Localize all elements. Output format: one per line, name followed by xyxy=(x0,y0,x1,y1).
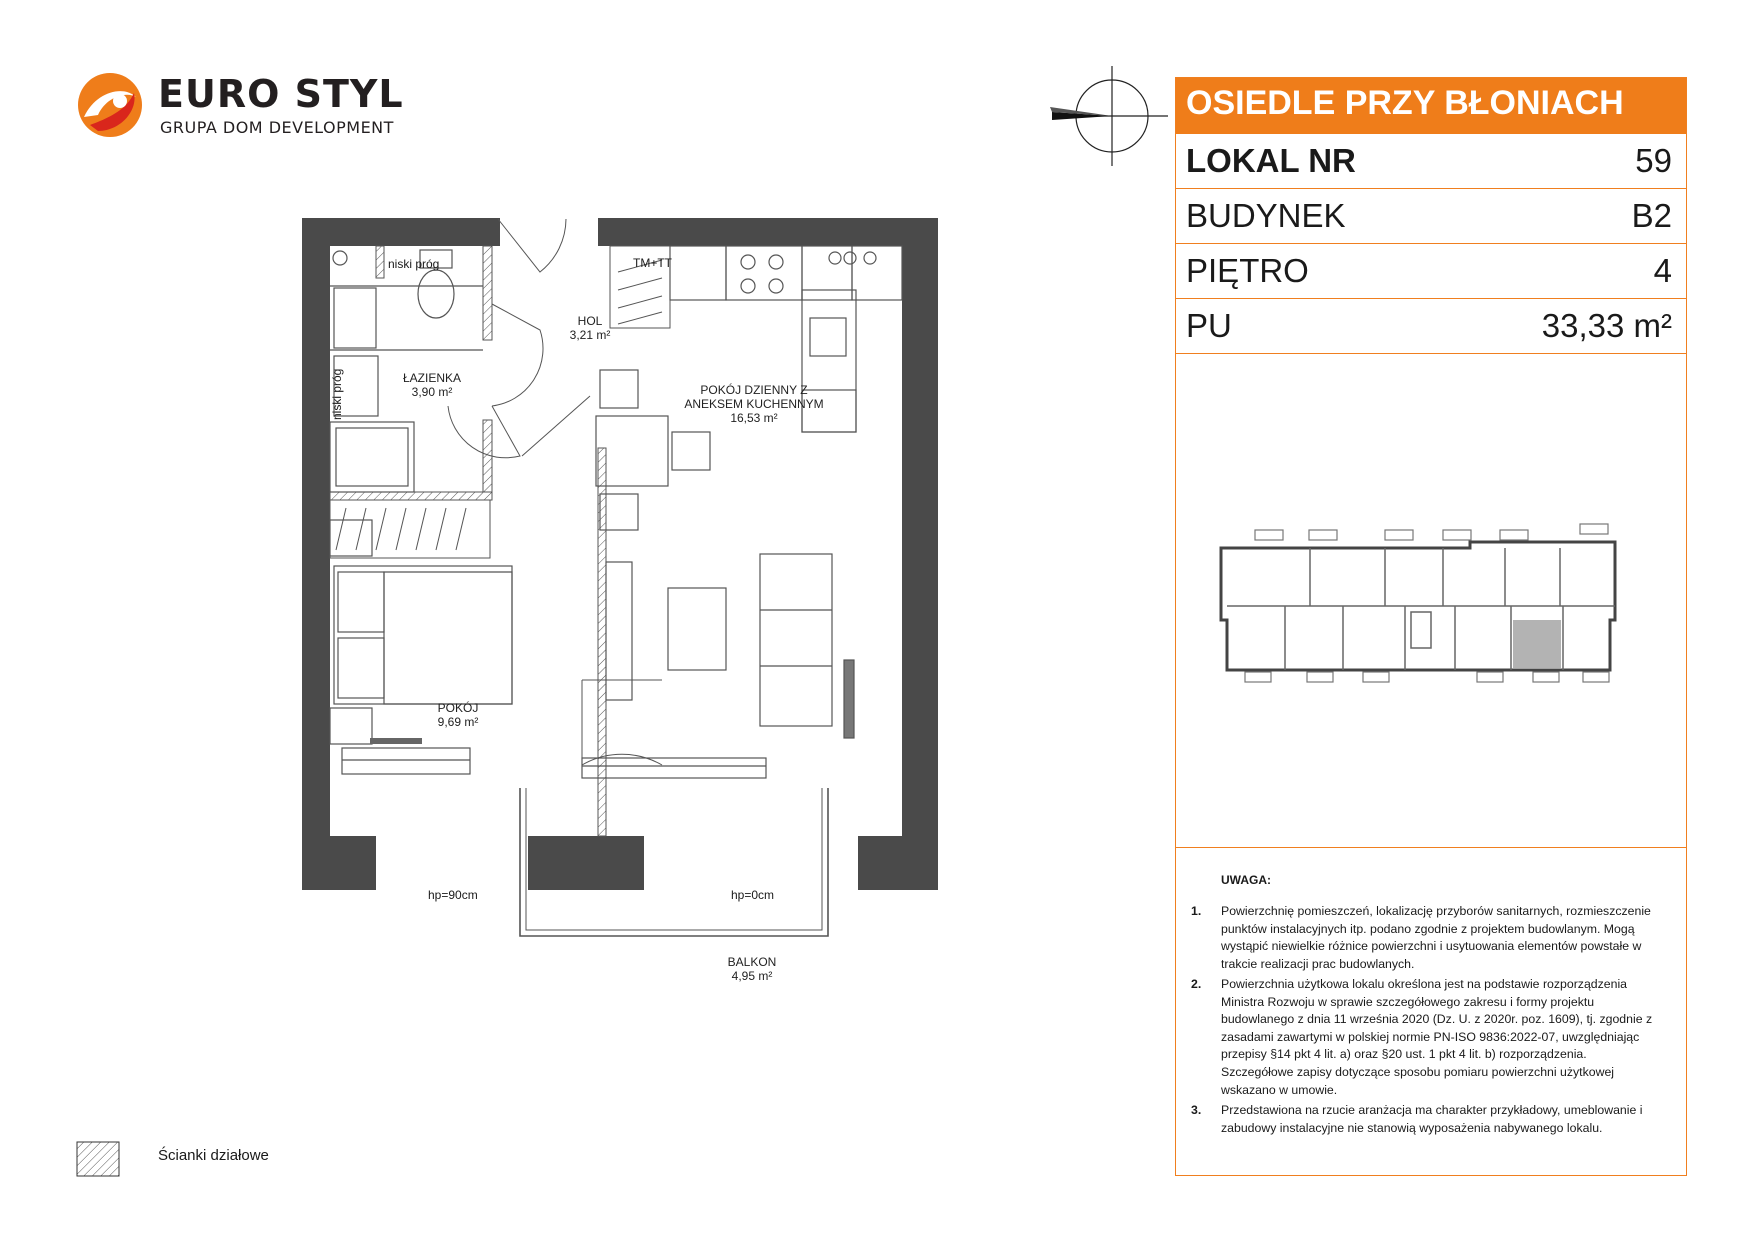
row-pu xyxy=(1176,299,1686,354)
room-pokoj-dzienny-name: POKÓJ DZIENNY Z ANEKSEM KUCHENNYM xyxy=(684,383,824,411)
room-pokoj-dzienny xyxy=(684,383,824,425)
note-3-text: Przedstawiona na rzucie aranżacja ma charakter przykładowy, umeblowanie i zabudowy instalacyjne nie stanowią wyposażenia nabywanego lokalu. xyxy=(1221,1103,1643,1135)
room-hol-area: 3,21 m² xyxy=(569,328,611,342)
door-height-label: hp=0cm xyxy=(731,888,775,902)
pietro-label: PIĘTRO xyxy=(1186,252,1309,289)
note-1 xyxy=(1191,903,1661,973)
budynek-label: BUDYNEK xyxy=(1186,197,1346,234)
note-1-number: 1. xyxy=(1191,904,1202,918)
room-hol xyxy=(540,314,640,342)
note-2 xyxy=(1191,976,1661,1099)
note-3-number: 3. xyxy=(1191,1103,1202,1117)
note-1-text: Powierzchnię pomieszczeń, lokalizację przyborów sanitarnych, rozmieszczenie punktów instalacyjnych itp. podano zgodnie z projektem budowlanym. Mogą wystąpić niewielkie różnice powierzchni i usytuowania elementów powstałe w trakcie realizacji prac budowlanych. xyxy=(1221,904,1651,971)
logo-icon xyxy=(76,71,144,139)
room-balkon-area: 4,95 m² xyxy=(731,969,773,983)
room-lazienka-area: 3,90 m² xyxy=(411,385,453,399)
niski-prog-label-2: niski próg xyxy=(330,368,344,420)
budynek-value: B2 xyxy=(1631,197,1672,234)
compass-icon xyxy=(1050,62,1170,170)
brand-subtitle: GRUPA DOM DEVELOPMENT xyxy=(160,118,394,137)
lokal-label: LOKAL NR xyxy=(1186,142,1356,179)
estate-title: OSIEDLE PRZY BŁONIACH xyxy=(1176,78,1686,134)
notes-divider xyxy=(1176,847,1686,848)
brand-name: EURO STYL xyxy=(158,72,404,116)
row-lokal xyxy=(1176,134,1686,189)
pu-label: PU xyxy=(1186,307,1232,344)
apartment-highlight xyxy=(1513,620,1561,668)
room-lazienka-name: ŁAZIENKA xyxy=(402,371,462,385)
room-balkon xyxy=(702,955,802,983)
lokal-value: 59 xyxy=(1635,142,1672,179)
niski-prog-label-1: niski próg xyxy=(388,257,440,271)
room-pokoj-name: POKÓJ xyxy=(437,701,479,715)
tm-tt-label: TM+TT xyxy=(633,256,672,270)
notes-heading: UWAGA: xyxy=(1221,873,1271,887)
partition-hatch-icon xyxy=(76,1141,120,1177)
pu-value: 33,33 m² xyxy=(1541,307,1672,344)
room-pokoj xyxy=(408,701,508,729)
room-balkon-name: BALKON xyxy=(727,955,777,969)
note-2-text: Powierzchnia użytkowa lokalu określona jest na podstawie rozporządzenia Ministra Rozwoju w sprawie szczegółowego zakresu i formy projektu budowlanego z dnia 11 września 2020 (Dz. U. z 2020r. poz. 1609), tj. zgodnie z zasadami zawartymi w polskiej normie PN-ISO 9836:2022-07, uwzględniając przepisy §14 pkt 4 lit. a) oraz §20 ust. 1 pkt 4 lit. b) rozporządzenia. Szczegółowe zapisy dotyczące sposobu pomiaru powierzchni użytkowej wskazano w umowie. xyxy=(1221,977,1653,1097)
legend-label: Ścianki działowe xyxy=(158,1147,269,1164)
room-pokoj-dzienny-area: 16,53 m² xyxy=(730,411,778,425)
row-pietro xyxy=(1176,244,1686,299)
window-height-label: hp=90cm xyxy=(428,888,478,902)
pietro-value: 4 xyxy=(1653,252,1672,289)
row-budynek xyxy=(1176,189,1686,244)
room-lazienka xyxy=(377,371,487,399)
note-3 xyxy=(1191,1102,1661,1137)
building-key-plan xyxy=(1215,520,1635,690)
room-hol-name: HOL xyxy=(577,314,603,328)
room-pokoj-area: 9,69 m² xyxy=(437,715,479,729)
note-2-number: 2. xyxy=(1191,977,1202,991)
